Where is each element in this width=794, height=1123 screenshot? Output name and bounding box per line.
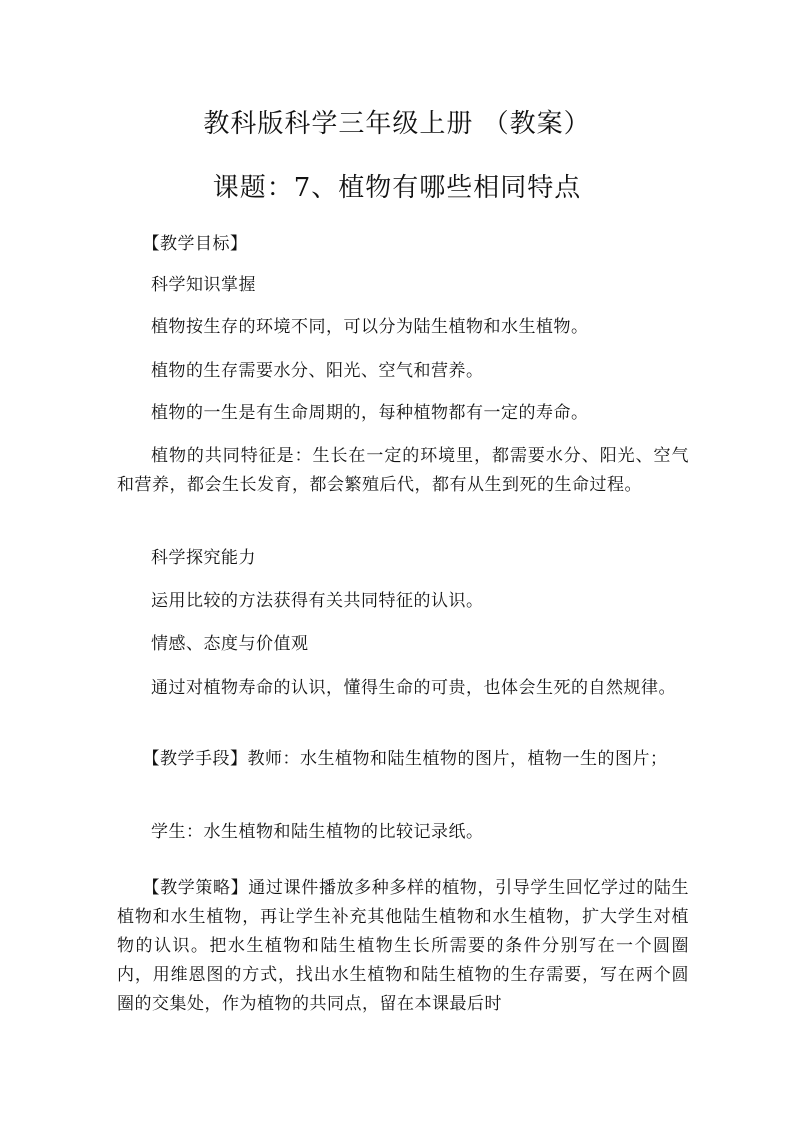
paragraph: 学生：水生植物和陆生植物的比较记录纸。 bbox=[151, 822, 484, 842]
document-title: 教科版科学三年级上册 （教案） bbox=[203, 109, 591, 139]
paragraph: 植物的共同特征是：生长在一定的环境里，都需要水分、阳光、空气和营养，都会生长发育，都会繁殖后代，都有从生到死的生命过程。 bbox=[117, 446, 689, 495]
lesson-title: 课题：7、植物有哪些相同特点 bbox=[212, 173, 582, 203]
section-heading-objectives: 【教学目标】 bbox=[142, 234, 248, 254]
paragraph: 植物的一生是有生命周期的，每种植物都有一定的寿命。 bbox=[151, 403, 589, 423]
subheading-inquiry: 科学探究能力 bbox=[151, 548, 256, 568]
subheading-knowledge: 科学知识掌握 bbox=[151, 275, 256, 295]
section-teaching-strategy: 【教学策略】通过课件播放多种多样的植物，引导学生回忆学过的陆生植物和水生植物，再让学生补充其他陆生植物和水生植物，扩大学生对植物的认识。把水生植物和陆生植物生长所需要的条件分别写在一个圆圈内，用维恩图的方式，找出水生植物和陆生植物的生存需要，写在两个圆圈的交集处，作为植物的共同点，留在本课最后时 bbox=[117, 878, 689, 1014]
paragraph: 植物按生存的环境不同，可以分为陆生植物和水生植物。 bbox=[151, 317, 589, 337]
subheading-attitude: 情感、态度与价值观 bbox=[151, 634, 309, 654]
paragraph: 植物的生存需要水分、阳光、空气和营养。 bbox=[151, 361, 484, 381]
paragraph: 运用比较的方法获得有关共同特征的认识。 bbox=[151, 591, 484, 611]
section-teaching-means: 【教学手段】教师：水生植物和陆生植物的图片，植物一生的图片； bbox=[142, 749, 668, 769]
paragraph: 通过对植物寿命的认识，懂得生命的可贵，也体会生死的自然规律。 bbox=[151, 678, 676, 698]
